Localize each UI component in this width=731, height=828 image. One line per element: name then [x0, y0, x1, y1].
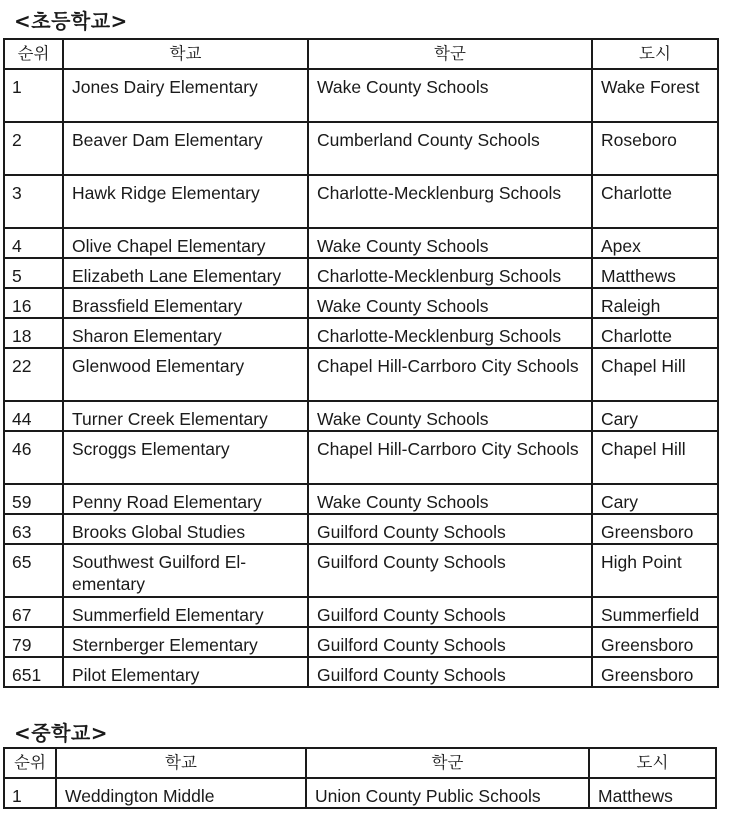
district-cell: Wake County Schools — [308, 288, 592, 318]
city-cell: Matthews — [592, 258, 718, 288]
city-cell: Summerfield — [592, 597, 718, 627]
header-district: 학군 — [308, 39, 592, 69]
table-row — [4, 431, 718, 484]
district-cell: Guilford County Schools — [308, 544, 592, 597]
table-row — [4, 122, 718, 175]
header-school: 학교 — [56, 748, 306, 778]
district-cell: Charlotte-Mecklenburg Schools — [308, 258, 592, 288]
table-row — [4, 258, 718, 288]
school-cell: Weddington Middle — [56, 778, 306, 808]
table-row — [4, 778, 716, 808]
rank-cell: 1 — [4, 778, 56, 808]
header-rank: 순위 — [4, 748, 56, 778]
table-row — [4, 544, 718, 597]
district-cell: Cumberland County Schools — [308, 122, 592, 175]
school-cell: Glenwood Elementary — [63, 348, 308, 401]
table-row — [4, 348, 718, 401]
rank-cell: 651 — [4, 657, 63, 687]
table-row — [4, 484, 718, 514]
district-cell: Charlotte-Mecklenburg Schools — [308, 175, 592, 228]
rank-cell: 65 — [4, 544, 63, 597]
school-cell: Olive Chapel Elementary — [63, 228, 308, 258]
school-cell: Penny Road Elementary — [63, 484, 308, 514]
district-cell: Union County Public Schools — [306, 778, 589, 808]
rank-cell: 18 — [4, 318, 63, 348]
rank-cell: 59 — [4, 484, 63, 514]
district-cell: Chapel Hill-Carrboro City Schools — [308, 431, 592, 484]
school-cell: Southwest Guilford El-ementary — [63, 544, 308, 597]
city-cell: Cary — [592, 401, 718, 431]
city-cell: Roseboro — [592, 122, 718, 175]
rank-cell: 67 — [4, 597, 63, 627]
rank-cell: 63 — [4, 514, 63, 544]
city-cell: Cary — [592, 484, 718, 514]
school-cell: Beaver Dam Elementary — [63, 122, 308, 175]
rank-cell: 22 — [4, 348, 63, 401]
school-cell: Hawk Ridge Elementary — [63, 175, 308, 228]
district-cell: Wake County Schools — [308, 484, 592, 514]
city-cell: Greensboro — [592, 657, 718, 687]
city-cell: Raleigh — [592, 288, 718, 318]
middle-school-table — [3, 747, 717, 809]
table-row — [4, 597, 718, 627]
table-row — [4, 627, 718, 657]
rank-cell: 1 — [4, 69, 63, 122]
district-cell: Guilford County Schools — [308, 627, 592, 657]
rank-cell: 46 — [4, 431, 63, 484]
table-row — [4, 288, 718, 318]
rank-cell: 16 — [4, 288, 63, 318]
city-cell: Greensboro — [592, 627, 718, 657]
city-cell: Charlotte — [592, 175, 718, 228]
header-rank: 순위 — [4, 39, 63, 69]
school-cell: Sharon Elementary — [63, 318, 308, 348]
rank-cell: 79 — [4, 627, 63, 657]
header-district: 학군 — [306, 748, 589, 778]
school-cell: Jones Dairy Elementary — [63, 69, 308, 122]
middle-section-title: <중학교> — [14, 721, 108, 745]
table-row — [4, 514, 718, 544]
elementary-section-title: <초등학교> — [14, 9, 128, 33]
city-cell: Chapel Hill — [592, 431, 718, 484]
header-city: 도시 — [589, 748, 716, 778]
table-header-row — [4, 748, 716, 778]
district-cell: Chapel Hill-Carrboro City Schools — [308, 348, 592, 401]
district-cell: Wake County Schools — [308, 69, 592, 122]
district-cell: Wake County Schools — [308, 228, 592, 258]
table-row — [4, 657, 718, 687]
rank-cell: 44 — [4, 401, 63, 431]
table-row — [4, 318, 718, 348]
district-cell: Charlotte-Mecklenburg Schools — [308, 318, 592, 348]
table-header-row — [4, 39, 718, 69]
district-cell: Guilford County Schools — [308, 597, 592, 627]
header-city: 도시 — [592, 39, 718, 69]
district-cell: Guilford County Schools — [308, 657, 592, 687]
rank-cell: 3 — [4, 175, 63, 228]
school-cell: Brassfield Elementary — [63, 288, 308, 318]
district-cell: Guilford County Schools — [308, 514, 592, 544]
district-cell: Wake County Schools — [308, 401, 592, 431]
table-row — [4, 401, 718, 431]
table-row — [4, 69, 718, 122]
city-cell: Charlotte — [592, 318, 718, 348]
school-cell: Brooks Global Studies — [63, 514, 308, 544]
school-cell: Summerfield Elementary — [63, 597, 308, 627]
city-cell: High Point — [592, 544, 718, 597]
table-row — [4, 228, 718, 258]
table-row — [4, 175, 718, 228]
rank-cell: 4 — [4, 228, 63, 258]
school-cell: Elizabeth Lane Elementary — [63, 258, 308, 288]
school-cell: Pilot Elementary — [63, 657, 308, 687]
school-cell: Turner Creek Elementary — [63, 401, 308, 431]
city-cell: Matthews — [589, 778, 716, 808]
rank-cell: 2 — [4, 122, 63, 175]
city-cell: Apex — [592, 228, 718, 258]
school-cell: Sternberger Elementary — [63, 627, 308, 657]
rank-cell: 5 — [4, 258, 63, 288]
city-cell: Wake Forest — [592, 69, 718, 122]
header-school: 학교 — [63, 39, 308, 69]
elementary-school-table — [3, 38, 719, 688]
city-cell: Chapel Hill — [592, 348, 718, 401]
city-cell: Greensboro — [592, 514, 718, 544]
school-cell: Scroggs Elementary — [63, 431, 308, 484]
